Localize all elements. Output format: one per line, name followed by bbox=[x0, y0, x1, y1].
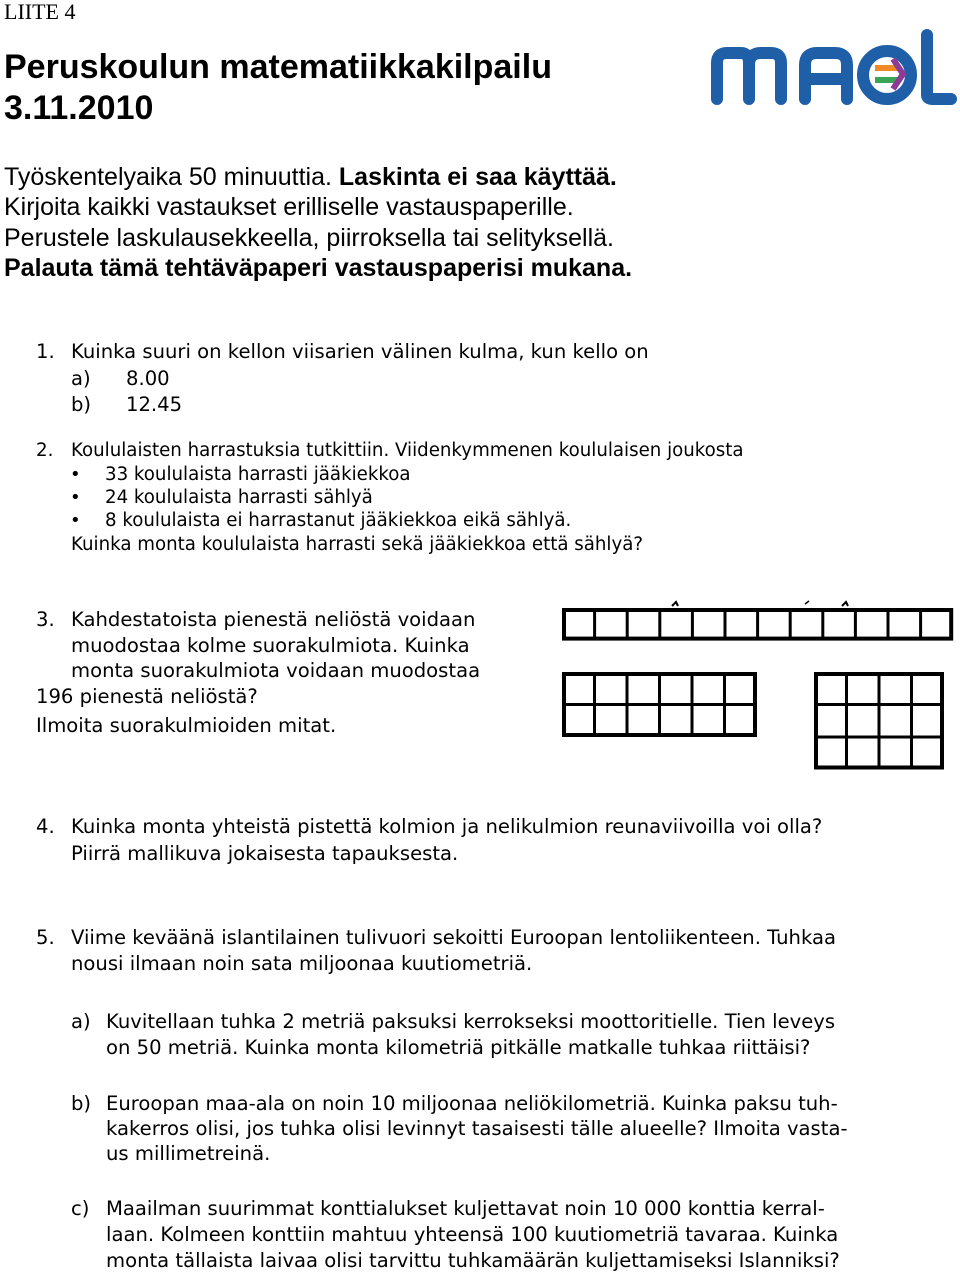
q1-b-label: b) bbox=[71, 393, 92, 416]
small-square bbox=[726, 676, 753, 703]
small-square bbox=[890, 612, 920, 637]
small-square bbox=[566, 676, 593, 703]
bullet-icon: • bbox=[70, 464, 81, 485]
q5-b-label: b) bbox=[71, 1092, 92, 1115]
q5-a-line-1: Kuvitellaan tuhka 2 metriä paksuksi kerrokseksi moottoritielle. Tien leveys bbox=[106, 1010, 836, 1033]
no-calculator-text: Laskinta ei saa käyttää. bbox=[338, 163, 617, 191]
small-square bbox=[661, 706, 691, 733]
small-square bbox=[881, 676, 911, 703]
small-square bbox=[727, 612, 757, 637]
rectangle-3x4 bbox=[814, 672, 944, 770]
small-square bbox=[922, 612, 949, 637]
small-square bbox=[818, 739, 845, 766]
tick-mark bbox=[842, 602, 848, 606]
small-square bbox=[913, 676, 940, 703]
small-square bbox=[913, 706, 940, 736]
q5-a-line-2: on 50 metriä. Kuinka monta kilometriä pitkälle matkalle tuhkaa riittäisi? bbox=[106, 1036, 811, 1059]
small-square bbox=[661, 612, 691, 637]
q5-b-line-2: kakerros olisi, jos tuhka olisi levinnyt tasaisesti tälle alueelle? Ilmoita vasta- bbox=[106, 1117, 848, 1140]
rectangles-figure bbox=[558, 598, 960, 776]
small-square bbox=[566, 706, 593, 733]
q5-b-line-1: Euroopan maa-ala on noin 10 miljoonaa neliökilometriä. Kuinka paksu tuh- bbox=[106, 1092, 838, 1115]
q5-a-label: a) bbox=[71, 1010, 91, 1033]
rectangle-2x6 bbox=[562, 672, 757, 737]
small-square bbox=[566, 612, 593, 637]
small-square bbox=[913, 739, 940, 766]
q3-line-2: muodostaa kolme suorakulmiota. Kuinka bbox=[71, 634, 470, 657]
page-title-date: 3.11.2010 bbox=[4, 89, 154, 127]
q5-c-line-1: Maailman suurimmat konttialukset kuljettavat noin 10 000 konttia kerral- bbox=[106, 1197, 825, 1220]
page-title: Peruskoulun matematiikkakilpailu bbox=[4, 48, 552, 86]
tick-mark bbox=[672, 602, 678, 606]
small-square bbox=[857, 612, 887, 637]
q1-number: 1. bbox=[36, 340, 55, 363]
q1-a-label: a) bbox=[71, 367, 91, 390]
work-time-text: Työskentelyaika 50 minuuttia. bbox=[4, 163, 339, 191]
small-square bbox=[881, 739, 911, 766]
q5-line-1: Viime keväänä islantilainen tulivuori sekoitti Euroopan lentoliikenteen. Tuhkaa bbox=[71, 926, 836, 949]
q2-bullet-3: 8 koululaista ei harrastanut jääkiekkoa eikä sählyä. bbox=[105, 510, 572, 531]
small-square bbox=[818, 676, 845, 703]
q1-text: Kuinka suuri on kellon viisarien välinen kulma, kun kello on bbox=[71, 340, 649, 363]
small-square bbox=[596, 612, 626, 637]
q5-c-line-2: laan. Kolmeen konttiin mahtuu yhteensä 100 kuutiometriä tavaraa. Kuinka bbox=[106, 1223, 839, 1246]
rectangle-1x12 bbox=[562, 608, 953, 641]
q5-number: 5. bbox=[36, 926, 55, 949]
small-square bbox=[818, 706, 845, 736]
small-square bbox=[596, 676, 626, 703]
q4-number: 4. bbox=[36, 815, 55, 838]
q5-line-2: nousi ilmaan noin sata miljoonaa kuutiometriä. bbox=[71, 952, 533, 975]
q2-bullet-1: 33 koululaista harrasti jääkiekkoa bbox=[105, 464, 411, 485]
small-square bbox=[848, 706, 878, 736]
small-square bbox=[629, 612, 659, 637]
q2-text: Koululaisten harrastuksia tutkittiin. Viidenkymmenen koululaisen joukosta bbox=[71, 440, 744, 461]
q1-a-value: 8.00 bbox=[126, 367, 170, 390]
q3-number: 3. bbox=[36, 608, 55, 631]
small-square bbox=[726, 706, 753, 733]
small-square bbox=[694, 706, 724, 733]
intro-line-3: Perustele laskulausekkeella, piirroksella tai selityksellä. bbox=[4, 224, 614, 252]
small-square bbox=[596, 706, 626, 733]
small-square bbox=[848, 676, 878, 703]
q1-b-value: 12.45 bbox=[126, 393, 183, 416]
q5-c-label: c) bbox=[71, 1197, 90, 1220]
q3-line-3: monta suorakulmiota voidaan muodostaa bbox=[71, 659, 481, 682]
small-square bbox=[881, 706, 911, 736]
q3-line-1: Kahdestatoista pienestä neliöstä voidaan bbox=[71, 608, 476, 631]
intro-line-2: Kirjoita kaikki vastaukset erilliselle vastauspaperille. bbox=[4, 193, 574, 221]
intro-line-1 bbox=[4, 163, 617, 192]
q4-line-2: Piirrä mallikuva jokaisesta tapauksesta. bbox=[71, 842, 459, 865]
q3-line-4: 196 pienestä neliöstä? bbox=[36, 685, 258, 708]
small-square bbox=[694, 676, 724, 703]
q4-line-1: Kuinka monta yhteistä pistettä kolmion ja nelikulmion reunaviivoilla voi olla? bbox=[71, 815, 823, 838]
small-square bbox=[759, 612, 789, 637]
q5-b-line-3: us millimetreinä. bbox=[106, 1142, 271, 1165]
small-square bbox=[848, 739, 878, 766]
small-square bbox=[629, 676, 659, 703]
small-square bbox=[629, 706, 659, 733]
maol-logo bbox=[705, 25, 957, 110]
bullet-icon: • bbox=[70, 487, 81, 508]
appendix-label: LIITE 4 bbox=[4, 0, 76, 24]
tick-mark bbox=[805, 601, 809, 604]
intro-line-4: Palauta tämä tehtäväpaperi vastauspaperisi mukana. bbox=[4, 254, 633, 282]
small-square bbox=[824, 612, 854, 637]
q2-question: Kuinka monta koululaista harrasti sekä jääkiekkoa että sählyä? bbox=[71, 534, 644, 555]
q2-number: 2. bbox=[36, 440, 54, 461]
q5-c-line-3: monta tällaista laivaa olisi tarvittu tuhkamäärän kuljettamiseksi Islanniksi? bbox=[106, 1249, 840, 1272]
small-square bbox=[661, 676, 691, 703]
q3-line-5: Ilmoita suorakulmioiden mitat. bbox=[36, 714, 337, 737]
q2-bullet-2: 24 koululaista harrasti sählyä bbox=[105, 487, 373, 508]
bullet-icon: • bbox=[70, 510, 81, 531]
small-square bbox=[792, 612, 822, 637]
small-square bbox=[694, 612, 724, 637]
